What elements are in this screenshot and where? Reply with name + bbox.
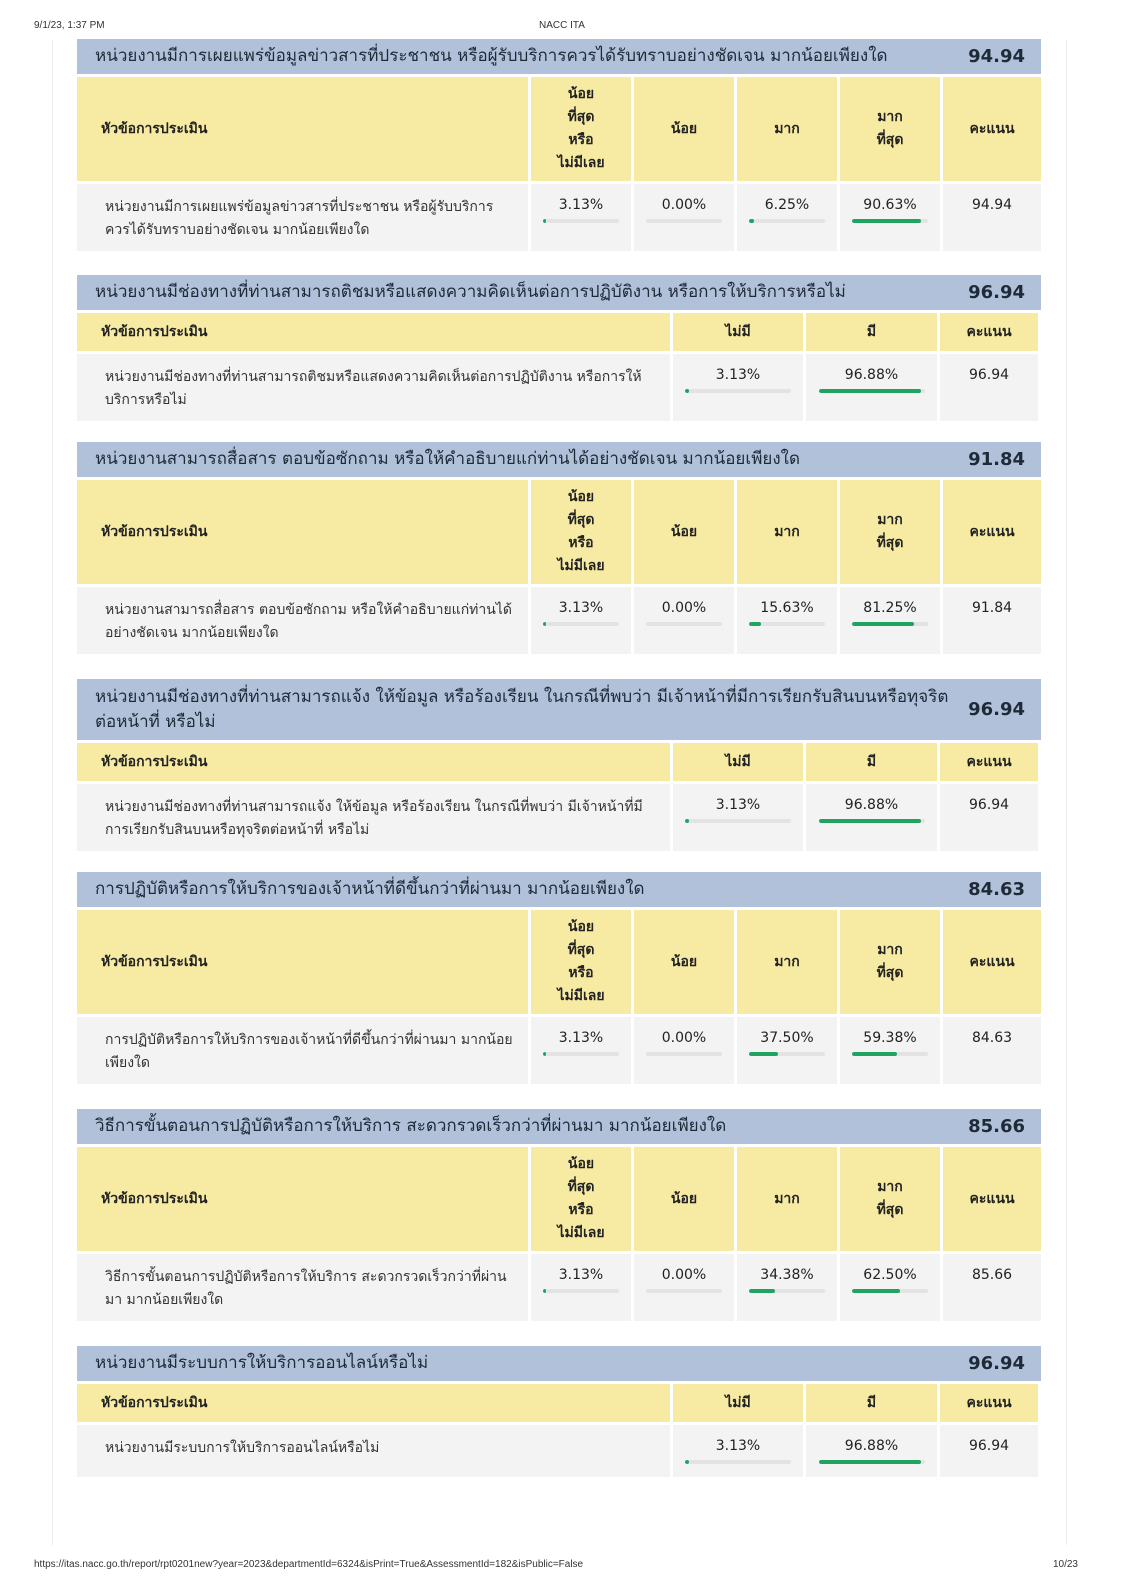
- header-criteria: หัวข้อการประเมิน: [77, 743, 670, 781]
- progress-fill: [852, 219, 921, 223]
- section-header: [77, 39, 1041, 74]
- progress-fill: [543, 622, 546, 626]
- row-criteria: หน่วยงานมีช่องทางที่ท่านสามารถแจ้ง ให้ข้อมูล หรือร้องเรียน ในกรณีที่พบว่า มีเจ้าหน้าที่มีการเรียกรับสินบนหรือทุจริตต่อหน้าที่ หรือไม่: [77, 784, 670, 851]
- section-header: [77, 1346, 1041, 1381]
- progress-bar: [685, 819, 791, 823]
- section-score: 85.66: [968, 1116, 1025, 1137]
- pct-cell: 3.13%: [531, 1254, 631, 1321]
- section-question: หน่วยงานมีช่องทางที่ท่านสามารถติชมหรือแสดงความคิดเห็นต่อการปฏิบัติงาน หรือการให้บริการหรือไม่: [95, 282, 846, 302]
- assessment-table: [74, 1144, 1044, 1324]
- pct-cell: 3.13%: [673, 784, 803, 851]
- pct-cell: 0.00%: [634, 1017, 734, 1084]
- section-5: [77, 872, 1041, 1087]
- pct-cell: 6.25%: [737, 184, 837, 251]
- row-score: 96.94: [940, 354, 1038, 421]
- progress-bar: [852, 219, 928, 223]
- pct-cell: 3.13%: [531, 1017, 631, 1084]
- header-criteria: หัวข้อการประเมิน: [77, 313, 670, 351]
- header-much: มาก: [737, 1147, 837, 1251]
- pct-cell: 62.50%: [840, 1254, 940, 1321]
- progress-bar: [543, 219, 619, 223]
- header-score: คะแนน: [943, 77, 1041, 181]
- progress-bar: [685, 1460, 791, 1464]
- table-row: [77, 184, 1041, 251]
- row-criteria: การปฏิบัติหรือการให้บริการของเจ้าหน้าที่ดีขึ้นกว่าที่ผ่านมา มากน้อยเพียงใด: [77, 1017, 528, 1084]
- pct-cell: 81.25%: [840, 587, 940, 654]
- header-much: มาก: [737, 480, 837, 584]
- print-datetime: 9/1/23, 1:37 PM: [34, 20, 105, 31]
- progress-fill: [749, 1052, 778, 1056]
- progress-bar: [646, 1289, 722, 1293]
- section-question: หน่วยงานมีช่องทางที่ท่านสามารถแจ้ง ให้ข้อมูล หรือร้องเรียน ในกรณีที่พบว่า มีเจ้าหน้าที่มีการเรียกรับสินบนหรือทุจริตต่อหน้าที่ หรือไม่: [95, 686, 949, 732]
- header-no: ไม่มี: [673, 1384, 803, 1422]
- progress-bar: [749, 1289, 825, 1293]
- pct-cell: 3.13%: [673, 1425, 803, 1477]
- section-2: [77, 275, 1041, 424]
- header-much: มาก: [737, 910, 837, 1014]
- header-score: คะแนน: [940, 313, 1038, 351]
- header-little: น้อย: [634, 480, 734, 584]
- progress-fill: [852, 1052, 897, 1056]
- row-score: 96.94: [940, 784, 1038, 851]
- page-number: 10/23: [1052, 1559, 1078, 1570]
- header-score: คะแนน: [943, 1147, 1041, 1251]
- progress-bar: [543, 1289, 619, 1293]
- header-least: น้อย ที่สุด หรือ ไม่มีเลย: [531, 1147, 631, 1251]
- section-question: วิธีการขั้นตอนการปฏิบัติหรือการให้บริการ สะดวกรวดเร็วกว่าที่ผ่านมา มากน้อยเพียงใด: [95, 1116, 727, 1136]
- table-row: [77, 784, 1038, 851]
- header-yes: มี: [806, 1384, 937, 1422]
- section-score: 96.94: [968, 282, 1025, 303]
- header-score: คะแนน: [940, 1384, 1038, 1422]
- pct-cell: 37.50%: [737, 1017, 837, 1084]
- pct-cell: 0.00%: [634, 184, 734, 251]
- header-score: คะแนน: [943, 910, 1041, 1014]
- header-criteria: หัวข้อการประเมิน: [77, 1384, 670, 1422]
- pct-cell: 34.38%: [737, 1254, 837, 1321]
- progress-fill: [543, 1052, 546, 1056]
- progress-fill: [543, 219, 546, 223]
- section-4: [77, 679, 1041, 854]
- pct-cell: 3.13%: [531, 184, 631, 251]
- section-question: หน่วยงานมีการเผยแพร่ข้อมูลข่าวสารที่ประชาชน หรือผู้รับบริการควรได้รับทราบอย่างชัดเจน มากน้อยเพียงใด: [95, 46, 888, 66]
- progress-bar: [543, 622, 619, 626]
- assessment-table: [74, 1381, 1041, 1480]
- pct-cell: 0.00%: [634, 1254, 734, 1321]
- table-row: [77, 1017, 1041, 1084]
- pct-cell: 0.00%: [634, 587, 734, 654]
- pct-cell: 96.88%: [806, 784, 937, 851]
- print-title: NACC ITA: [539, 20, 585, 31]
- section-header: [77, 872, 1041, 907]
- header-yes: มี: [806, 313, 937, 351]
- row-score: 85.66: [943, 1254, 1041, 1321]
- header-criteria: หัวข้อการประเมิน: [77, 480, 528, 584]
- header-least: น้อย ที่สุด หรือ ไม่มีเลย: [531, 77, 631, 181]
- progress-bar: [749, 219, 825, 223]
- progress-bar: [749, 1052, 825, 1056]
- header-most: มาก ที่สุด: [840, 1147, 940, 1251]
- assessment-table: [74, 477, 1044, 657]
- progress-bar: [852, 622, 928, 626]
- progress-bar: [852, 1052, 928, 1056]
- progress-fill: [819, 819, 922, 823]
- row-criteria: วิธีการขั้นตอนการปฏิบัติหรือการให้บริการ สะดวกรวดเร็วกว่าที่ผ่านมา มากน้อยเพียงใด: [77, 1254, 528, 1321]
- progress-bar: [819, 389, 925, 393]
- header-score: คะแนน: [943, 480, 1041, 584]
- progress-bar: [543, 1052, 619, 1056]
- header-little: น้อย: [634, 910, 734, 1014]
- section-header: [77, 679, 1041, 740]
- row-score: 96.94: [940, 1425, 1038, 1477]
- header-score: คะแนน: [940, 743, 1038, 781]
- print-url: https://itas.nacc.go.th/report/rpt0201new?year=2023&departmentId=6324&isPrint=True&AssessmentId=182&isPublic=False: [34, 1559, 584, 1570]
- header-least: น้อย ที่สุด หรือ ไม่มีเลย: [531, 910, 631, 1014]
- assessment-table: [74, 907, 1044, 1087]
- progress-fill: [685, 1460, 689, 1464]
- assessment-table: [74, 74, 1044, 254]
- section-6: [77, 1109, 1041, 1324]
- table-row: [77, 587, 1041, 654]
- progress-fill: [749, 622, 761, 626]
- header-yes: มี: [806, 743, 937, 781]
- progress-bar: [646, 219, 722, 223]
- progress-fill: [749, 1289, 775, 1293]
- row-criteria: หน่วยงานมีระบบการให้บริการออนไลน์หรือไม่: [77, 1425, 670, 1477]
- progress-bar: [646, 622, 722, 626]
- table-row: [77, 354, 1038, 421]
- row-criteria: หน่วยงานมีช่องทางที่ท่านสามารถติชมหรือแสดงความคิดเห็นต่อการปฏิบัติงาน หรือการให้บริการหรือไม่: [77, 354, 670, 421]
- section-header: [77, 275, 1041, 310]
- progress-fill: [819, 389, 922, 393]
- pct-cell: 96.88%: [806, 354, 937, 421]
- header-no: ไม่มี: [673, 743, 803, 781]
- progress-fill: [852, 1289, 900, 1293]
- progress-fill: [749, 219, 754, 223]
- assessment-table: [74, 310, 1041, 424]
- progress-fill: [852, 622, 914, 626]
- progress-bar: [646, 1052, 722, 1056]
- progress-fill: [685, 819, 689, 823]
- section-score: 84.63: [968, 879, 1025, 900]
- section-3: [77, 442, 1041, 657]
- table-row: [77, 1425, 1038, 1477]
- header-no: ไม่มี: [673, 313, 803, 351]
- section-score: 96.94: [968, 699, 1025, 720]
- section-question: หน่วยงานมีระบบการให้บริการออนไลน์หรือไม่: [95, 1353, 429, 1373]
- progress-fill: [543, 1289, 546, 1293]
- header-criteria: หัวข้อการประเมิน: [77, 77, 528, 181]
- section-question: การปฏิบัติหรือการให้บริการของเจ้าหน้าที่ดีขึ้นกว่าที่ผ่านมา มากน้อยเพียงใด: [95, 879, 645, 899]
- section-question: หน่วยงานสามารถสื่อสาร ตอบข้อซักถาม หรือให้คำอธิบายแก่ท่านได้อย่างชัดเจน มากน้อยเพียงใด: [95, 449, 801, 469]
- section-score: 96.94: [968, 1353, 1025, 1374]
- section-header: [77, 1109, 1041, 1144]
- section-1: [77, 39, 1041, 254]
- progress-fill: [819, 1460, 922, 1464]
- pct-cell: 3.13%: [531, 587, 631, 654]
- progress-bar: [819, 819, 925, 823]
- section-header: [77, 442, 1041, 477]
- section-score: 91.84: [968, 449, 1025, 470]
- pct-cell: 90.63%: [840, 184, 940, 251]
- progress-bar: [749, 622, 825, 626]
- header-little: น้อย: [634, 77, 734, 181]
- section-7: [77, 1346, 1041, 1480]
- header-criteria: หัวข้อการประเมิน: [77, 1147, 528, 1251]
- header-criteria: หัวข้อการประเมิน: [77, 910, 528, 1014]
- pct-cell: 59.38%: [840, 1017, 940, 1084]
- assessment-table: [74, 740, 1041, 854]
- table-row: [77, 1254, 1041, 1321]
- section-score: 94.94: [968, 46, 1025, 67]
- progress-fill: [685, 389, 689, 393]
- header-little: น้อย: [634, 1147, 734, 1251]
- header-most: มาก ที่สุด: [840, 910, 940, 1014]
- row-score: 91.84: [943, 587, 1041, 654]
- pct-cell: 96.88%: [806, 1425, 937, 1477]
- pct-cell: 15.63%: [737, 587, 837, 654]
- progress-bar: [852, 1289, 928, 1293]
- progress-bar: [819, 1460, 925, 1464]
- header-much: มาก: [737, 77, 837, 181]
- header-most: มาก ที่สุด: [840, 77, 940, 181]
- row-score: 84.63: [943, 1017, 1041, 1084]
- pct-cell: 3.13%: [673, 354, 803, 421]
- row-criteria: หน่วยงานมีการเผยแพร่ข้อมูลข่าวสารที่ประชาชน หรือผู้รับบริการควรได้รับทราบอย่างชัดเจน มากน้อยเพียงใด: [77, 184, 528, 251]
- header-least: น้อย ที่สุด หรือ ไม่มีเลย: [531, 480, 631, 584]
- progress-bar: [685, 389, 791, 393]
- row-score: 94.94: [943, 184, 1041, 251]
- header-most: มาก ที่สุด: [840, 480, 940, 584]
- row-criteria: หน่วยงานสามารถสื่อสาร ตอบข้อซักถาม หรือให้คำอธิบายแก่ท่านได้อย่างชัดเจน มากน้อยเพียงใด: [77, 587, 528, 654]
